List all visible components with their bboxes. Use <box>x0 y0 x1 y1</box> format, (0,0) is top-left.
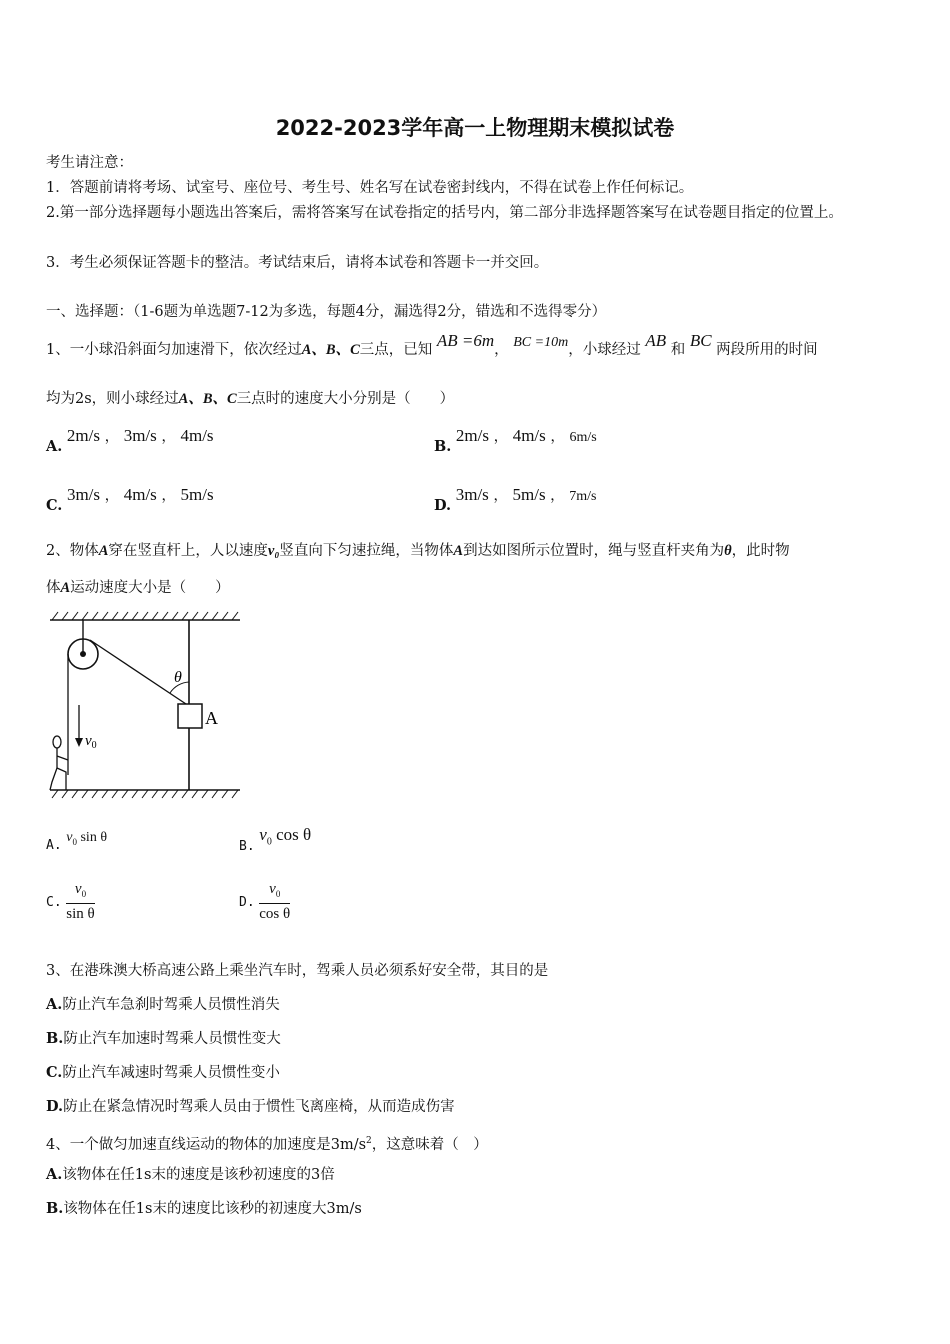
v0-label: $v_0$ <box>85 733 97 751</box>
q1-option-b[interactable]: B. 2m/s ， 4m/s ， 6m/s <box>434 426 597 455</box>
q4-stem: 4、一个做匀加速直线运动的物体的加速度是$3m/s^2$，这意味着（ ） <box>46 1136 488 1153</box>
q2-c-fraction: $\frac{v_0}{\text{sin θ}}$ <box>66 881 95 922</box>
q1-bc-eq: BC =10m <box>513 335 569 350</box>
q1-abc: A、B、C <box>301 342 360 358</box>
q3-stem: 3、在港珠澳大桥高速公路上乘坐汽车时，驾乘人员必须系好安全带，其目的是 <box>46 963 549 979</box>
q1-ab: AB <box>645 331 667 350</box>
q4-option-a[interactable]: A.该物体在任1s末的速度是该秒初速度的3倍 <box>46 1166 335 1183</box>
q1-he: 和 <box>670 342 686 358</box>
q2-d-fraction: $\frac{v_0}{\text{cos θ}}$ <box>259 881 291 922</box>
arrow-head-icon <box>75 738 83 747</box>
section-heading: 一、选择题：（1-6题为单选题7-12为多选，每题4分，漏选得2分，错选和不选得零分） <box>46 304 607 320</box>
q1-bc: BC <box>689 331 712 350</box>
ceiling-hatch <box>52 612 238 620</box>
block-a <box>178 704 202 728</box>
q2-stem-line2: 体A运动速度大小是（ ） <box>46 580 230 596</box>
q1-option-a[interactable]: A. 2m/s ， 3m/s ， 4m/s <box>46 426 214 455</box>
q1-option-c[interactable]: C. 3m/s ， 4m/s ， 5m/s <box>46 485 214 514</box>
q3-option-b[interactable]: B.防止汽车加速时驾乘人员惯性变大 <box>46 1030 281 1047</box>
q2-option-a[interactable]: A. $v_0$ sin θ <box>46 830 108 853</box>
q1-option-d[interactable]: D. 3m/s ， 5m/s ， 7m/s <box>434 485 597 514</box>
q1-stem-line2 <box>46 388 454 410</box>
q1-text-c: ，小球经过 <box>568 342 641 358</box>
q2-stem-line1: 2、物体A穿在竖直杆上，人以速度v₀竖直向下匀速拉绳，当物体A到达如图所示位置时，绳与竖直杆夹角为θ，此时物 <box>46 543 790 559</box>
q1-line2-a: 均为2s，则小球经过 <box>46 391 179 407</box>
block-a-label: A <box>205 708 218 728</box>
pulley-axle <box>80 651 86 657</box>
page-title: 2022-2023学年高一上物理期末模拟试卷 <box>275 116 675 140</box>
q2-option-b[interactable]: B. $v_0$ cos θ <box>239 825 312 854</box>
q3-option-d[interactable]: D.防止在紧急情况时驾乘人员由于惯性飞离座椅，从而造成伤害 <box>46 1098 455 1115</box>
notice-item-3: 3．考生必须保证答题卡的整洁。考试结束后，请将本试卷和答题卡一并交回。 <box>46 255 549 271</box>
theta-label: θ <box>174 669 182 686</box>
q4-option-b[interactable]: B.该物体在任1s末的速度比该秒的初速度大3m/s <box>46 1200 362 1217</box>
q3-option-a[interactable]: A.防止汽车急刹时驾乘人员惯性消失 <box>46 996 280 1013</box>
q1-text-b: 三点，已知 <box>359 342 433 358</box>
person-icon <box>50 736 68 790</box>
q2-option-d[interactable]: D. $\frac{v_0}{\text{cos θ}}$ <box>239 881 291 922</box>
q1-ab-eq: AB =6m <box>436 331 495 350</box>
q1-stem-line1: 1、一小球沿斜面匀加速滑下，依次经过A、B、C三点，已知 AB =6m， BC =10m，小球经过 AB 和 BC 两段所用的时间 <box>46 331 818 358</box>
q3-option-c[interactable]: C.防止汽车减速时驾乘人员惯性变小 <box>46 1064 280 1081</box>
q1-line2-b: 三点时的速度大小分别是（ ） <box>236 391 455 407</box>
q2-option-c[interactable]: C. $\frac{v_0}{\text{sin θ}}$ <box>46 881 95 922</box>
q1-abc-2: A、B、C <box>178 391 237 407</box>
notice-item-1: 1．答题前请将考场、试室号、座位号、考生号、姓名写在试卷密封线内，不得在试卷上作任何标记。 <box>46 180 694 196</box>
q1-text-d: 两段所用的时间 <box>716 342 818 358</box>
notice-item-2: 2.第一部分选择题每小题选出答案后，需将答案写在试卷指定的括号内，第二部分非选择题答案写在试卷题目指定的位置上。 <box>46 205 843 221</box>
pulley-figure <box>46 610 246 800</box>
floor-hatch <box>52 790 238 798</box>
q1-text-a: 1、一小球沿斜面匀加速滑下，依次经过 <box>46 342 302 358</box>
notice-heading: 考生请注意： <box>46 155 133 171</box>
